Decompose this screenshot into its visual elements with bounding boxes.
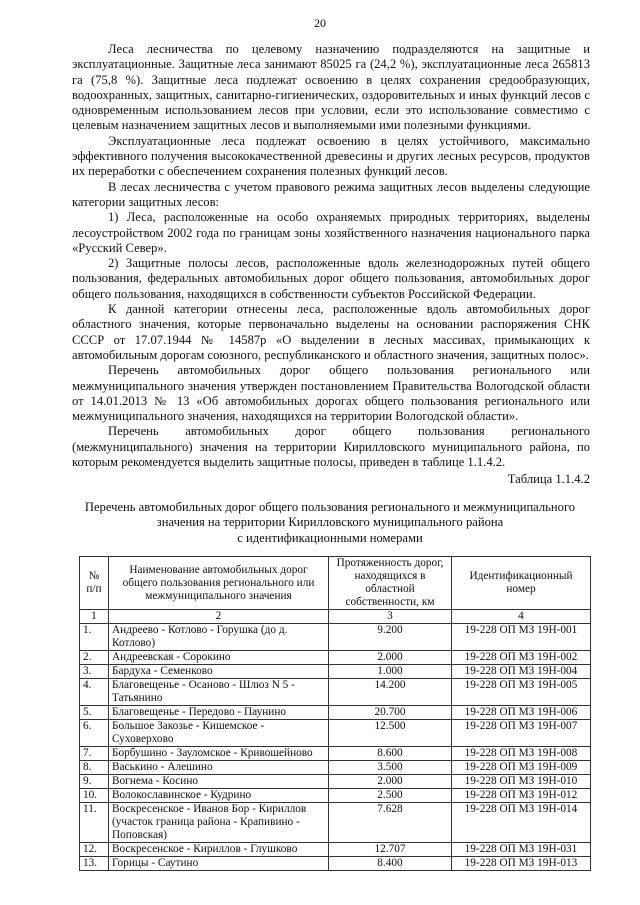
table-row [80, 761, 591, 775]
paragraph: К данной категории отнесены леса, расположенные вдоль автомобильных дорог областного значения, которые первоначально выделены на основании распоряжения СНК СССР от 17.07.1944 № 14587р «О выделении в лесных массивах, примыкающих к автомобильным дорогам союзного, республиканского и областного значения, защитных полос». [72, 302, 590, 362]
paragraph: Перечень автомобильных дорог общего пользования регионального или межмуниципального значения утвержден постановлением Правительства Вологодской области от 14.01.2013 № 13 «Об автомобильных дорогах общего пользования регионального или межмуниципального значения, находящихся на территории Вологодской области». [72, 363, 590, 424]
road-id: 19-228 ОП МЗ 19Н-001 [452, 624, 591, 651]
road-length: 8.400 [329, 857, 452, 871]
road-name: Благовещенье - Передово - Паунино [109, 706, 329, 720]
row-number: 11. [80, 803, 109, 843]
table-row [80, 747, 591, 761]
road-length: 12.500 [329, 720, 452, 747]
row-number: 13. [80, 857, 109, 871]
row-number: 8. [80, 761, 109, 775]
road-id: 19-228 ОП МЗ 19Н-004 [452, 665, 591, 679]
road-length: 14.200 [329, 679, 452, 706]
road-length: 8.600 [329, 747, 452, 761]
paragraph: 1) Леса, расположенные на особо охраняемых природных территориях, выделены лесоустройством 2002 года по границам зоны хозяйственного назначения национального парка «Русский Север». [72, 210, 590, 255]
body-text [72, 42, 590, 470]
road-name: Воскресенское - Кириллов - Глушково [109, 843, 329, 857]
header-name: Наименование автомобильных дорог общего пользования регионального или межмуниципального значения [109, 557, 329, 610]
paragraph: В лесах лесничества с учетом правового режима защитных лесов выделены следующие категории защитных лесов: [72, 179, 590, 209]
road-length: 2.000 [329, 775, 452, 789]
road-name: Васькино - Алешино [109, 761, 329, 775]
road-id: 19-228 ОП МЗ 19Н-006 [452, 706, 591, 720]
row-number: 6. [80, 720, 109, 747]
page-number: 20 [314, 16, 326, 30]
road-length: 12.707 [329, 843, 452, 857]
road-id: 19-228 ОП МЗ 19Н-002 [452, 651, 591, 665]
road-name: Вогнема - Косино [109, 775, 329, 789]
header-id: Идентификационный номер [452, 557, 591, 610]
table-row [80, 651, 591, 665]
row-number: 3. [80, 665, 109, 679]
road-length: 20.700 [329, 706, 452, 720]
road-name: Борбушино - Зауломское - Кривошейново [109, 747, 329, 761]
road-id: 19-228 ОП МЗ 19Н-008 [452, 747, 591, 761]
paragraph: Перечень автомобильных дорог общего пользования регионального (межмуниципального) значения на территории Кирилловского муниципального района, по которым рекомендуется выделить защитные полосы, приведен в таблице 1.1.4.2. [72, 424, 590, 470]
road-length: 2.500 [329, 789, 452, 803]
row-number: 9. [80, 775, 109, 789]
table-row [80, 843, 591, 857]
row-number: 4. [80, 679, 109, 706]
road-length: 3.500 [329, 761, 452, 775]
table-row [80, 803, 591, 843]
road-name: Большое Закозье - Кишемское - Суховерхово [109, 720, 329, 747]
row-number: 12. [80, 843, 109, 857]
row-number: 1. [80, 624, 109, 651]
col-number: 1 [80, 610, 109, 624]
table-row [80, 679, 591, 706]
road-name: Волокославинское - Кудрино [109, 789, 329, 803]
road-id: 19-228 ОП МЗ 19Н-005 [452, 679, 591, 706]
table-row [80, 857, 591, 871]
road-id: 19-228 ОП МЗ 19Н-031 [452, 843, 591, 857]
col-number: 4 [452, 610, 591, 624]
table-title-line: с идентификационными номерами [237, 530, 423, 545]
row-number: 7. [80, 747, 109, 761]
road-length: 2.000 [329, 651, 452, 665]
table-title-line: Перечень автомобильных дорог общего пользования регионального и межмуниципального [84, 500, 576, 514]
road-length: 7.628 [329, 803, 452, 843]
table-row [80, 775, 591, 789]
road-name: Андреево - Котлово - Горушка (до д. Котлово) [109, 624, 329, 651]
col-number: 2 [109, 610, 329, 624]
table-title-line: значения на территории Кирилловского муниципального района [156, 515, 504, 530]
header-number: № п/п [80, 557, 109, 610]
road-id: 19-228 ОП МЗ 19Н-010 [452, 775, 591, 789]
road-name: Андреевская - Сорокино [109, 651, 329, 665]
road-length: 1.000 [329, 665, 452, 679]
table-title [60, 500, 600, 546]
paragraph: 2) Защитные полосы лесов, расположенные вдоль железнодорожных путей общего пользования, федеральных автомобильных дорог общего пользования, автомобильных дорог общего пользования, находящихся в собственности субъектов Российской Федерации. [72, 256, 590, 301]
row-number: 2. [80, 651, 109, 665]
row-number: 10. [80, 789, 109, 803]
table-label: Таблица 1.1.4.2 [507, 472, 590, 486]
road-id: 19-228 ОП МЗ 19Н-014 [452, 803, 591, 843]
road-name: Воскресенское - Иванов Бор - Кириллов (участок граница района - Крапивино - Поповская) [109, 803, 329, 843]
column-number-row [80, 610, 591, 624]
table-header-row [80, 557, 591, 610]
road-id: 19-228 ОП МЗ 19Н-012 [452, 789, 591, 803]
row-number: 5. [80, 706, 109, 720]
road-id: 19-228 ОП МЗ 19Н-013 [452, 857, 591, 871]
road-name: Горицы - Саутино [109, 857, 329, 871]
paragraph: Эксплуатационные леса подлежат освоению в целях устойчивого, максимально эффективного получения высококачественной древесины и других лесных ресурсов, продуктов их переработки с обеспечением сохранения полезных функций лесов. [72, 133, 590, 179]
road-length: 9.200 [329, 624, 452, 651]
road-name: Бардуха - Семенково [109, 665, 329, 679]
table-row [80, 624, 591, 651]
road-name: Благовещенье - Осаново - Шлюз N 5 - Татьянино [109, 679, 329, 706]
table-row [80, 789, 591, 803]
table-row [80, 720, 591, 747]
road-id: 19-228 ОП МЗ 19Н-009 [452, 761, 591, 775]
roads-table [79, 556, 591, 871]
table-row [80, 706, 591, 720]
col-number: 3 [329, 610, 452, 624]
paragraph: Леса лесничества по целевому назначению подразделяются на защитные и эксплуатационные. Защитные леса занимают 85025 га (24,2 %), эксплуатационные леса 265813 га (75,8 %). Защитные леса подлежат освоению в целях сохранения средообразующих, водоохранных, защитных, санитарно-гигиенических, оздоровительных и иных функций лесов с одновременным использованием лесов при условии, если это использование совместимо с целевым назначением защитных лесов и выполняемыми ими полезными функциями. [72, 42, 590, 133]
header-length: Протяженность дорог, находящихся в областной собственности, км [329, 557, 452, 610]
road-id: 19-228 ОП МЗ 19Н-007 [452, 720, 591, 747]
table-row [80, 665, 591, 679]
